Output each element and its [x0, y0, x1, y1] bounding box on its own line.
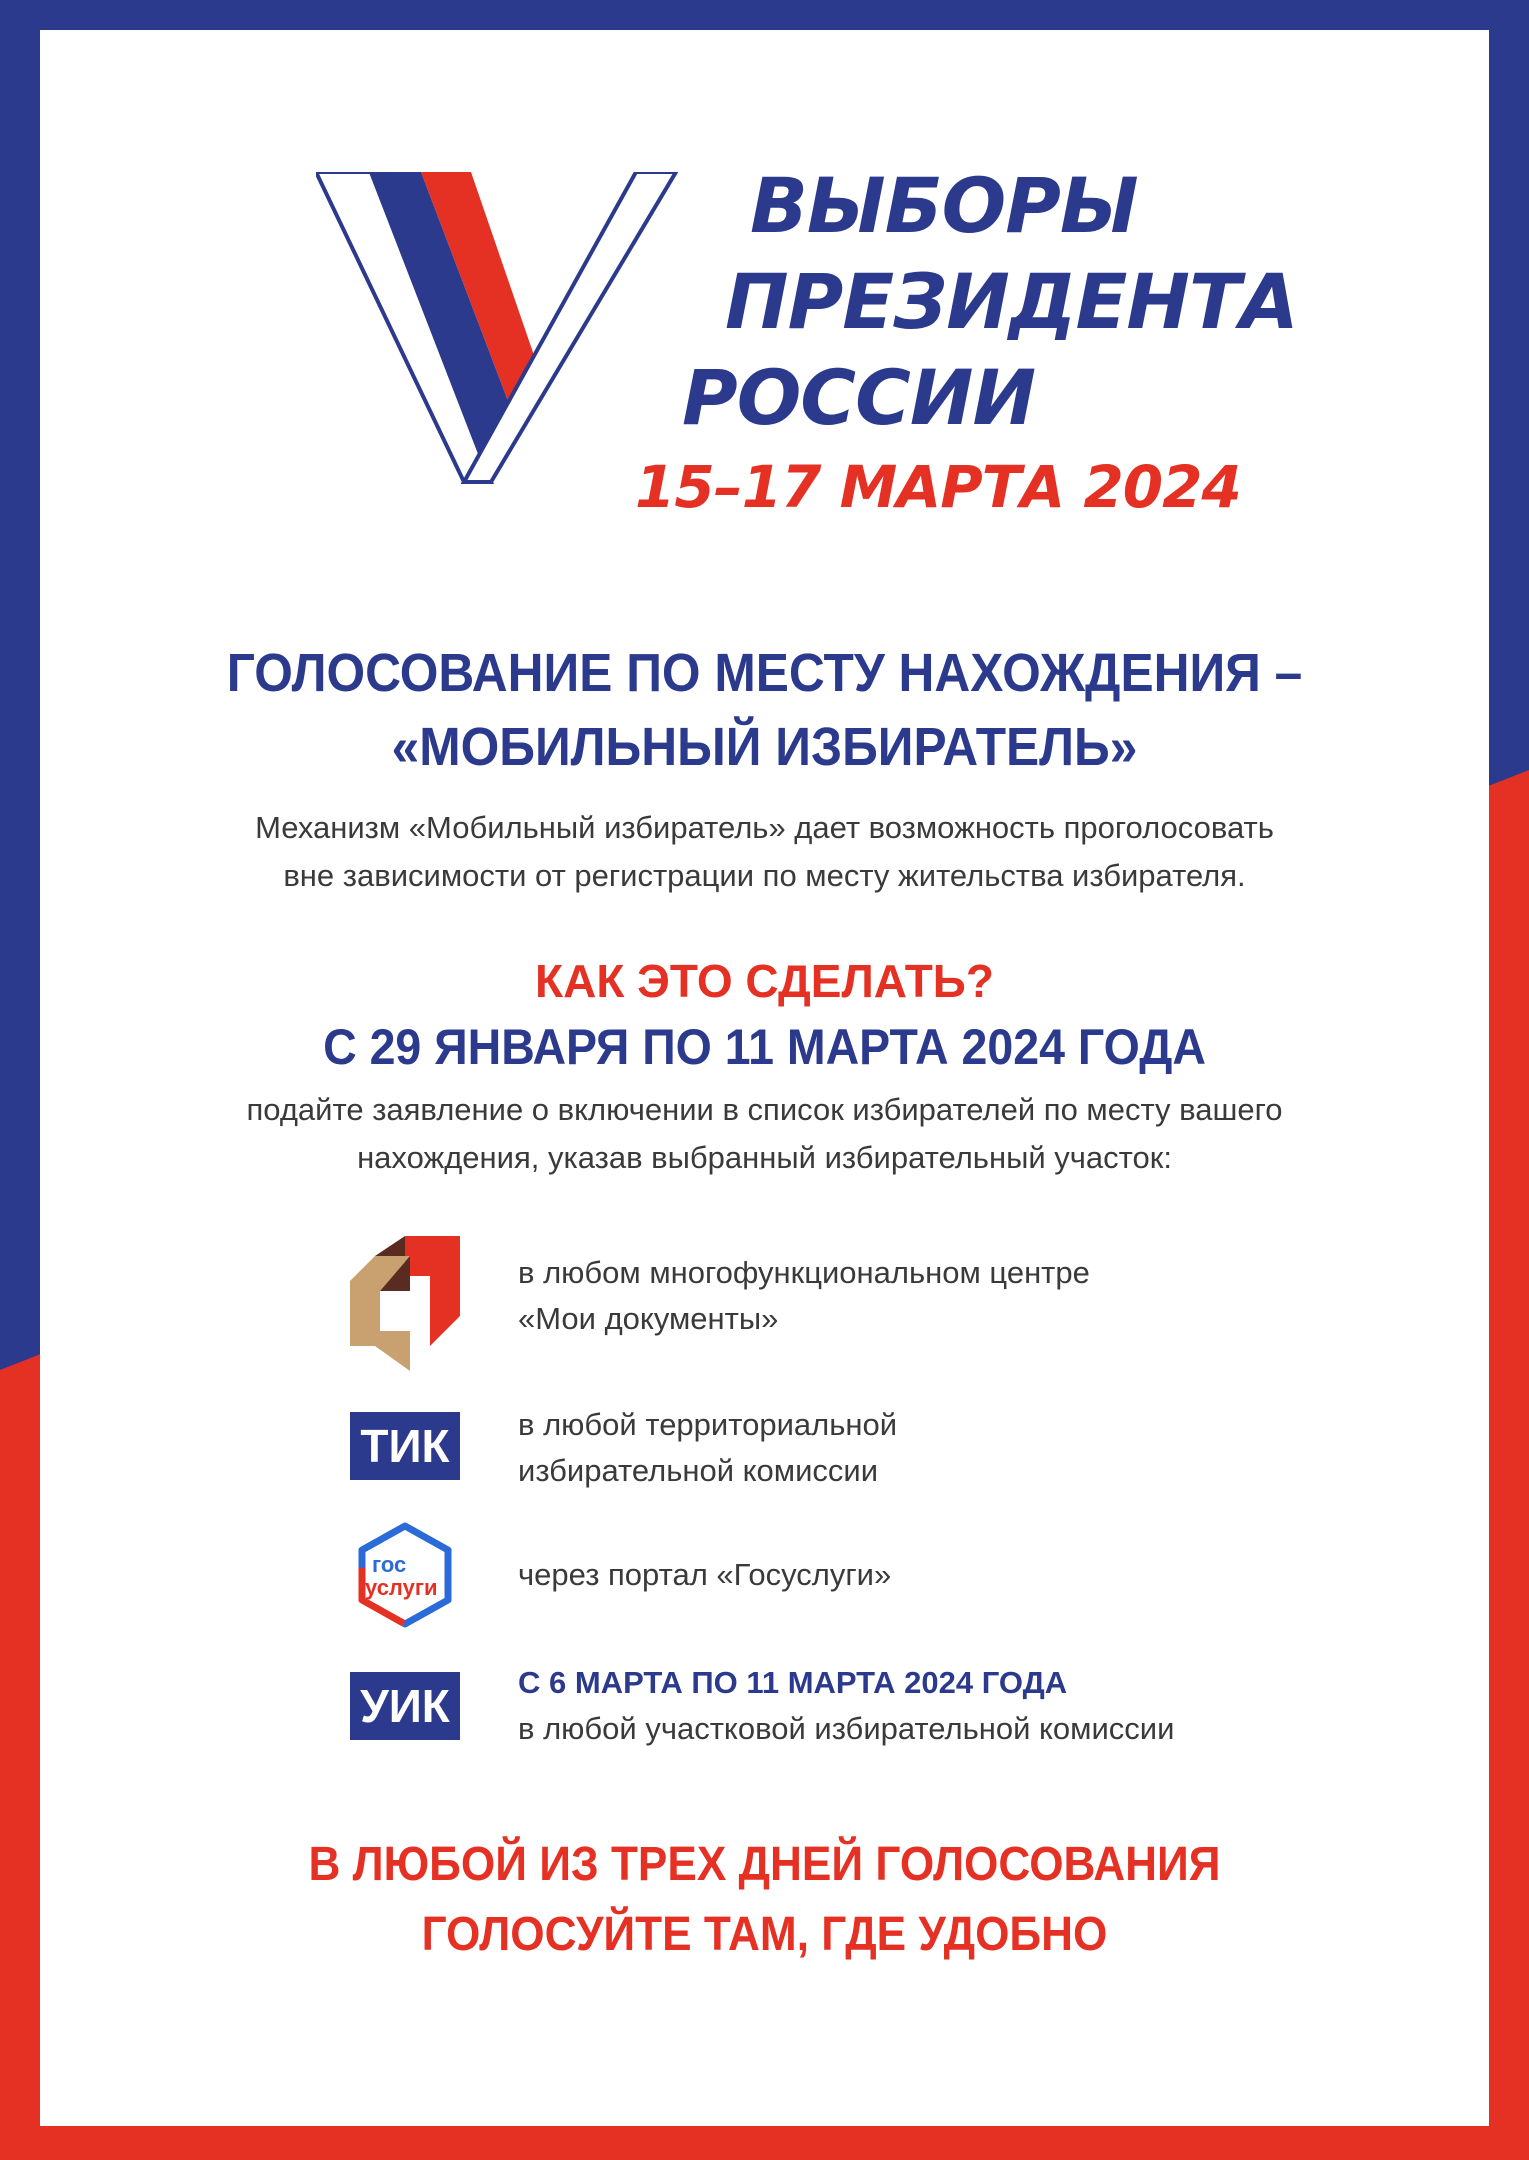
final-call	[98, 1830, 1431, 1970]
title-line-2: ПРЕЗИДЕНТА	[725, 257, 1298, 346]
uik-badge: УИК	[350, 1672, 460, 1740]
apply-line-1: подайте заявление о включении в список избирателей по месту вашего	[246, 1092, 1283, 1127]
main-heading-line-1: ГОЛОСОВАНИЕ ПО МЕСТУ НАХОЖДЕНИЯ –	[226, 643, 1303, 703]
option-mfc-line-2: «Мои документы»	[518, 1301, 779, 1336]
gosuslugi-logo-bottom: услуги	[365, 1575, 438, 1600]
apply-text	[40, 1086, 1489, 1182]
application-period: С 29 ЯНВАРЯ ПО 11 МАРТА 2024 ГОДА	[323, 1019, 1206, 1075]
intro-line-1: Механизм «Мобильный избиратель» дает возможность проголосовать	[255, 810, 1274, 845]
gosuslugi-icon	[350, 1520, 460, 1630]
option-tik-line-1: в любой территориальной	[518, 1407, 898, 1442]
title-line-3: РОССИИ	[682, 353, 1036, 442]
tik-badge: ТИК	[350, 1412, 460, 1480]
how-question: КАК ЭТО СДЕЛАТЬ?	[535, 955, 994, 1007]
apply-line-2: нахождения, указав выбранный избирательный участок:	[357, 1140, 1172, 1175]
title-line-1: ВЫБОРЫ	[750, 161, 1138, 250]
option-uik-line-2: в любой участковой избирательной комиссии	[518, 1711, 1175, 1746]
main-heading-line-2: «МОБИЛЬНЫЙ ИЗБИРАТЕЛЬ»	[391, 717, 1138, 777]
option-tik-line-2: избирательной комиссии	[518, 1453, 879, 1488]
option-uik-period: С 6 МАРТА ПО 11 МАРТА 2024 ГОДА	[518, 1665, 1068, 1700]
intro-line-2: вне зависимости от регистрации по месту жительства избирателя.	[283, 858, 1246, 893]
option-gosuslugi-line-1: через портал «Госуслуги»	[518, 1557, 892, 1592]
final-line-2: ГОЛОСУЙТЕ ТАМ, ГДЕ УДОБНО	[421, 1908, 1108, 1961]
gosuslugi-logo-top: гос	[372, 1552, 407, 1577]
election-dates: 15–17 МАРТА 2024	[635, 453, 1241, 521]
mfc-my-documents-icon	[350, 1236, 460, 1371]
main-heading	[98, 636, 1431, 784]
final-line-1: В ЛЮБОЙ ИЗ ТРЕХ ДНЕЙ ГОЛОСОВАНИЯ	[308, 1838, 1221, 1891]
option-mfc-line-1: в любом многофункциональном центре	[518, 1255, 1090, 1290]
intro-text	[40, 804, 1489, 900]
